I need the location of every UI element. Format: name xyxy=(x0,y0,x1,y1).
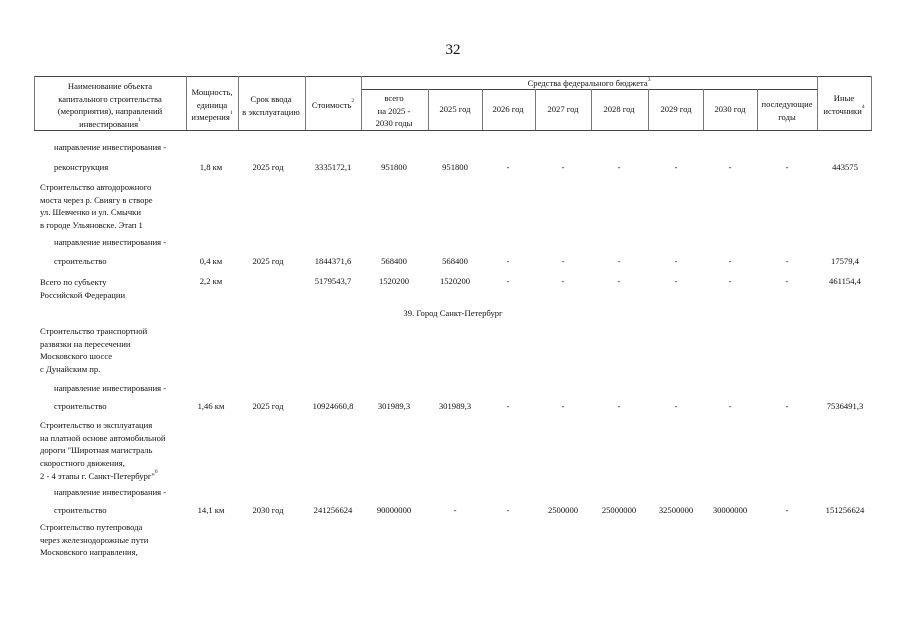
cell-other: 461154,4 xyxy=(829,276,861,286)
text-line: скоростного движения, xyxy=(40,458,125,469)
text-line: всего xyxy=(384,93,404,103)
cell-y2027: 2500000 xyxy=(547,505,579,515)
column-divider xyxy=(591,89,592,130)
text-line: с Дунайским пр. xyxy=(40,364,101,375)
text-line: на платной основе автомобильной xyxy=(40,432,166,443)
cell-y2030: - xyxy=(728,401,732,411)
column-divider xyxy=(34,76,35,130)
text-line: годы xyxy=(778,111,796,122)
footnote-mark: 3 xyxy=(647,77,651,83)
cell-y2025: 1520200 xyxy=(439,276,471,286)
text-line: Строительство и эксплуатация xyxy=(40,420,153,430)
text-line: через железнодорожные пути xyxy=(40,534,149,545)
text-line: (мероприятия), направлений xyxy=(57,106,163,117)
cell-y2026: - xyxy=(506,162,510,172)
cell-y2026: - xyxy=(506,256,510,266)
column-divider xyxy=(871,76,872,130)
cell-commission: 2025 год xyxy=(252,256,284,266)
cell-cost: 3335172,1 xyxy=(314,162,352,172)
text-line: дороги "Широтная магистраль xyxy=(40,445,153,456)
column-divider xyxy=(238,76,239,130)
cell-commission: 2025 год xyxy=(252,162,284,172)
column-divider xyxy=(305,76,306,130)
cell-capacity: 0,4 км xyxy=(199,256,223,266)
table-top-rule xyxy=(34,76,872,77)
column-divider xyxy=(648,89,649,130)
cell-capacity: 14,1 км xyxy=(197,505,225,515)
federal-label: Средства федерального бюджета xyxy=(527,78,648,88)
header-capacity xyxy=(191,86,232,124)
text-line: Срок ввода xyxy=(250,94,292,104)
text-line: Строительство транспортной xyxy=(40,326,148,336)
cell-total: 1520200 xyxy=(378,276,410,286)
text-line: Иные xyxy=(833,93,855,103)
footnote-mark: 2 xyxy=(351,98,355,104)
footnote-mark: 1 xyxy=(138,117,141,124)
cell-total: 90000000 xyxy=(376,505,412,515)
text-line xyxy=(312,99,354,112)
header-year: 2027 год xyxy=(547,104,579,114)
cell-y2030: - xyxy=(728,276,732,286)
header-cost xyxy=(312,99,354,112)
text-line: единица xyxy=(196,99,228,110)
cell-total: 301989,3 xyxy=(377,401,411,411)
header-total xyxy=(376,92,413,130)
cell-capacity: 1,8 км xyxy=(199,162,223,172)
cell-y2026: - xyxy=(506,276,510,286)
text-line: развязки на пересечении xyxy=(40,338,131,349)
cell-y2030: 30000000 xyxy=(712,505,748,515)
header-year: 2030 год xyxy=(714,104,746,114)
investment-direction: строительство xyxy=(54,505,107,515)
page-number: 32 xyxy=(445,42,461,58)
object-name xyxy=(40,276,125,301)
cell-other: 17579,4 xyxy=(831,256,859,266)
text-line: на 2025 - xyxy=(377,105,411,116)
object-name xyxy=(40,181,153,232)
text-line: Московского шоссе xyxy=(40,351,113,362)
text-line: 2 - 4 этапы г. Санкт-Петербург"$^6$ xyxy=(40,468,158,481)
header-year: 2025 год xyxy=(439,104,471,114)
text-line: Мощность, xyxy=(191,87,233,97)
investment-direction: направление инвестирования - xyxy=(54,142,167,152)
column-divider xyxy=(535,89,536,130)
cell-cost: 241256624 xyxy=(313,505,353,515)
cell-y2027: - xyxy=(561,276,565,286)
header-year: 2028 год xyxy=(603,104,635,114)
text-line: измерения$^1$ xyxy=(191,110,233,123)
text-line: капитального строительства xyxy=(58,93,162,104)
cell-y2028: - xyxy=(617,162,621,172)
cell-y2028: - xyxy=(617,256,621,266)
investment-direction: строительство xyxy=(54,401,107,411)
text-line: в городе Ульяновске. Этап 1 xyxy=(40,220,143,231)
column-divider xyxy=(757,89,758,130)
footnote-mark: 4 xyxy=(861,103,865,110)
cell-y2026: - xyxy=(506,505,510,515)
header-name xyxy=(58,80,162,131)
cell-commission: 2030 год xyxy=(252,505,284,515)
cell-cost: 5179543,7 xyxy=(314,276,352,286)
cell-total: 568400 xyxy=(381,256,407,266)
text-line: Строительство автодорожного xyxy=(40,182,152,192)
section-heading: 39. Город Санкт-Петербург xyxy=(403,308,503,318)
investment-direction: направление инвестирования - xyxy=(54,383,167,393)
investment-direction: реконструкция xyxy=(54,162,109,172)
cell-y2025: - xyxy=(453,505,457,515)
cell-total: 951800 xyxy=(381,162,407,172)
text-line: Российской Федерации xyxy=(40,289,126,300)
cell-commission: 2025 год xyxy=(252,401,284,411)
header-year: 2029 год xyxy=(660,104,692,114)
text-line: источники$^4$ xyxy=(823,103,865,116)
cell-other: 151256624 xyxy=(825,505,865,515)
cell-subsequent: - xyxy=(785,276,789,286)
cell-subsequent: - xyxy=(785,505,789,515)
column-divider xyxy=(482,89,483,130)
object-name xyxy=(40,521,148,559)
header-year: 2026 год xyxy=(492,104,524,114)
cell-y2029: - xyxy=(674,256,678,266)
column-divider xyxy=(428,89,429,130)
cell-y2028: - xyxy=(617,276,621,286)
cost-label: Стоимость xyxy=(311,100,352,110)
text-line: Всего по субъекту xyxy=(40,277,107,287)
cell-subsequent: - xyxy=(785,401,789,411)
cell-other: 7536491,3 xyxy=(826,401,864,411)
column-divider xyxy=(361,76,362,130)
object-name xyxy=(40,325,147,376)
header-subsequent xyxy=(761,98,812,123)
cell-y2025: 951800 xyxy=(442,162,468,172)
text-line: 2030 годы xyxy=(375,118,413,129)
text-line: моста через р. Свиягу в створе xyxy=(40,194,153,205)
cell-y2030: - xyxy=(728,162,732,172)
column-divider xyxy=(703,89,704,130)
text-line: ул. Шевченко и ул. Смычки xyxy=(40,207,141,218)
investment-direction: направление инвестирования - xyxy=(54,487,167,497)
cell-cost: 10924660,8 xyxy=(312,401,354,411)
cell-y2026: - xyxy=(506,401,510,411)
cell-y2028: 25000000 xyxy=(601,505,637,515)
cell-cost: 1844371,6 xyxy=(314,256,352,266)
header-federal-budget xyxy=(528,78,651,89)
cell-y2025: 301989,3 xyxy=(438,401,472,411)
text-line: Наименование объекта xyxy=(67,81,153,91)
cell-y2030: - xyxy=(728,256,732,266)
cell-y2029: - xyxy=(674,162,678,172)
footnote-mark: 6 xyxy=(154,468,158,475)
cell-capacity: 2,2 км xyxy=(199,276,223,286)
cell-y2028: - xyxy=(617,401,621,411)
cell-y2027: - xyxy=(561,256,565,266)
cell-subsequent: - xyxy=(785,256,789,266)
text-line: последующие xyxy=(761,99,813,109)
cell-subsequent: - xyxy=(785,162,789,172)
cell-y2027: - xyxy=(561,401,565,411)
cell-capacity: 1,46 км xyxy=(197,401,225,411)
investment-direction: строительство xyxy=(54,256,107,266)
object-name xyxy=(40,419,165,483)
column-divider xyxy=(186,76,187,130)
investment-direction: направление инвестирования - xyxy=(54,237,167,247)
cell-y2029: - xyxy=(674,276,678,286)
header-other xyxy=(823,92,864,117)
text-line: инвестирования$^1$ xyxy=(79,117,141,130)
text-line: Московского направления, xyxy=(40,547,138,558)
cell-y2027: - xyxy=(561,162,565,172)
cell-other: 443575 xyxy=(832,162,858,172)
cell-y2029: - xyxy=(674,401,678,411)
text-line: Строительство путепровода xyxy=(40,522,143,532)
cell-y2029: 32500000 xyxy=(658,505,694,515)
footnote-mark: 1 xyxy=(229,110,233,117)
text-line: в эксплуатацию xyxy=(242,106,300,117)
cell-y2025: 568400 xyxy=(442,256,468,266)
header-commission xyxy=(242,93,300,118)
column-divider xyxy=(817,76,818,130)
